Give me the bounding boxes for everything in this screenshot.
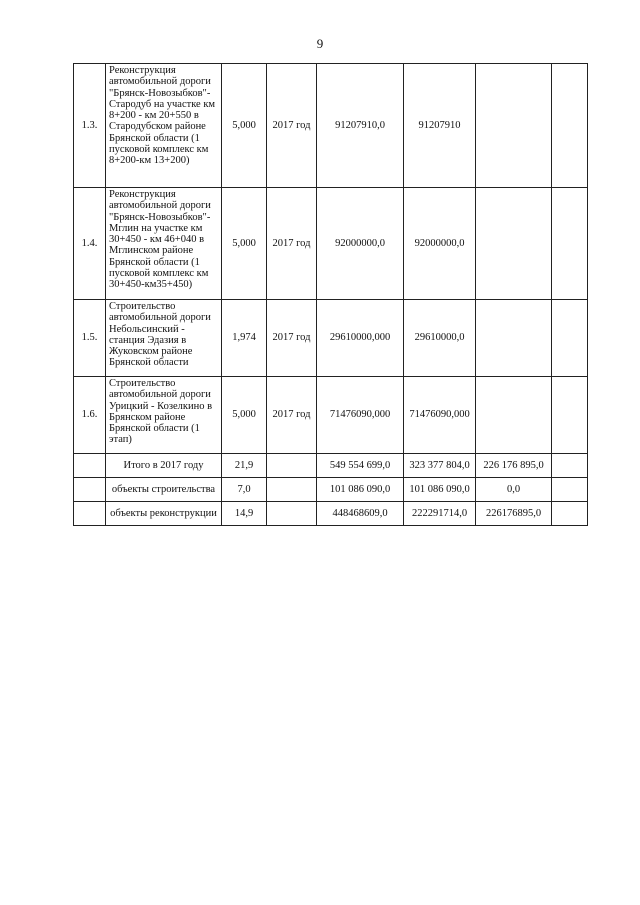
- year: [267, 502, 317, 526]
- funding-col6: 101 086 090,0: [404, 478, 476, 502]
- year: [267, 478, 317, 502]
- length-km: 5,000: [222, 64, 267, 188]
- funding-col7: 226 176 895,0: [476, 454, 552, 478]
- funding-col6: 71476090,000: [404, 377, 476, 454]
- length-km: 14,9: [222, 502, 267, 526]
- totals-label: объекты строительства: [106, 478, 222, 502]
- length-km: 7,0: [222, 478, 267, 502]
- funding-col7: [476, 188, 552, 300]
- totals-row: [74, 478, 588, 502]
- total-cost: 448468609,0: [317, 502, 404, 526]
- empty-cell: [74, 502, 106, 526]
- year: 2017 год: [267, 64, 317, 188]
- object-description: Строительство автомобильной дороги Небольсинский - станция Эдазия в Жуковском районе Брянской области: [106, 300, 222, 377]
- funding-col7: [476, 300, 552, 377]
- total-cost: 92000000,0: [317, 188, 404, 300]
- funding-col7: 226176895,0: [476, 502, 552, 526]
- year: 2017 год: [267, 377, 317, 454]
- table-row: [74, 188, 588, 300]
- empty-cell: [552, 478, 588, 502]
- year: [267, 454, 317, 478]
- row-number: 1.6.: [74, 377, 106, 454]
- funding-col7: [476, 377, 552, 454]
- program-table: [73, 63, 588, 526]
- empty-cell: [552, 377, 588, 454]
- year: 2017 год: [267, 188, 317, 300]
- totals-label: объекты реконструкции: [106, 502, 222, 526]
- length-km: 5,000: [222, 377, 267, 454]
- totals-label: Итого в 2017 году: [106, 454, 222, 478]
- length-km: 5,000: [222, 188, 267, 300]
- row-number: 1.5.: [74, 300, 106, 377]
- length-km: 1,974: [222, 300, 267, 377]
- funding-col7: 0,0: [476, 478, 552, 502]
- funding-col6: 91207910: [404, 64, 476, 188]
- year: 2017 год: [267, 300, 317, 377]
- table-row: [74, 377, 588, 454]
- total-cost: 549 554 699,0: [317, 454, 404, 478]
- row-number: 1.4.: [74, 188, 106, 300]
- length-km: 21,9: [222, 454, 267, 478]
- empty-cell: [552, 454, 588, 478]
- funding-col7: [476, 64, 552, 188]
- totals-row: [74, 454, 588, 478]
- funding-col6: 29610000,0: [404, 300, 476, 377]
- object-description: Строительство автомобильной дороги Урицкий - Козелкино в Брянском районе Брянской области (1 этап): [106, 377, 222, 454]
- totals-row: [74, 502, 588, 526]
- empty-cell: [552, 188, 588, 300]
- object-description: Реконструкция автомобильной дороги "Брянск-Новозыбков"-Стародуб на участке км 8+200 - км 20+550 в Стародубском районе Брянской области (1 пусковой комплекс км 8+200-км 13+200): [106, 64, 222, 188]
- empty-cell: [552, 502, 588, 526]
- empty-cell: [552, 300, 588, 377]
- row-number: 1.3.: [74, 64, 106, 188]
- empty-cell: [74, 454, 106, 478]
- empty-cell: [552, 64, 588, 188]
- funding-col6: 92000000,0: [404, 188, 476, 300]
- empty-cell: [74, 478, 106, 502]
- page-number: 9: [316, 36, 324, 51]
- total-cost: 29610000,000: [317, 300, 404, 377]
- object-description: Реконструкция автомобильной дороги "Брянск-Новозыбков"-Мглин на участке км 30+450 - км 46+040 в Мглинском районе Брянской области (1 пусковой комплекс км 30+450-км35+450): [106, 188, 222, 300]
- total-cost: 91207910,0: [317, 64, 404, 188]
- funding-col6: 222291714,0: [404, 502, 476, 526]
- table-row: [74, 64, 588, 188]
- total-cost: 71476090,000: [317, 377, 404, 454]
- funding-col6: 323 377 804,0: [404, 454, 476, 478]
- table-row: [74, 300, 588, 377]
- total-cost: 101 086 090,0: [317, 478, 404, 502]
